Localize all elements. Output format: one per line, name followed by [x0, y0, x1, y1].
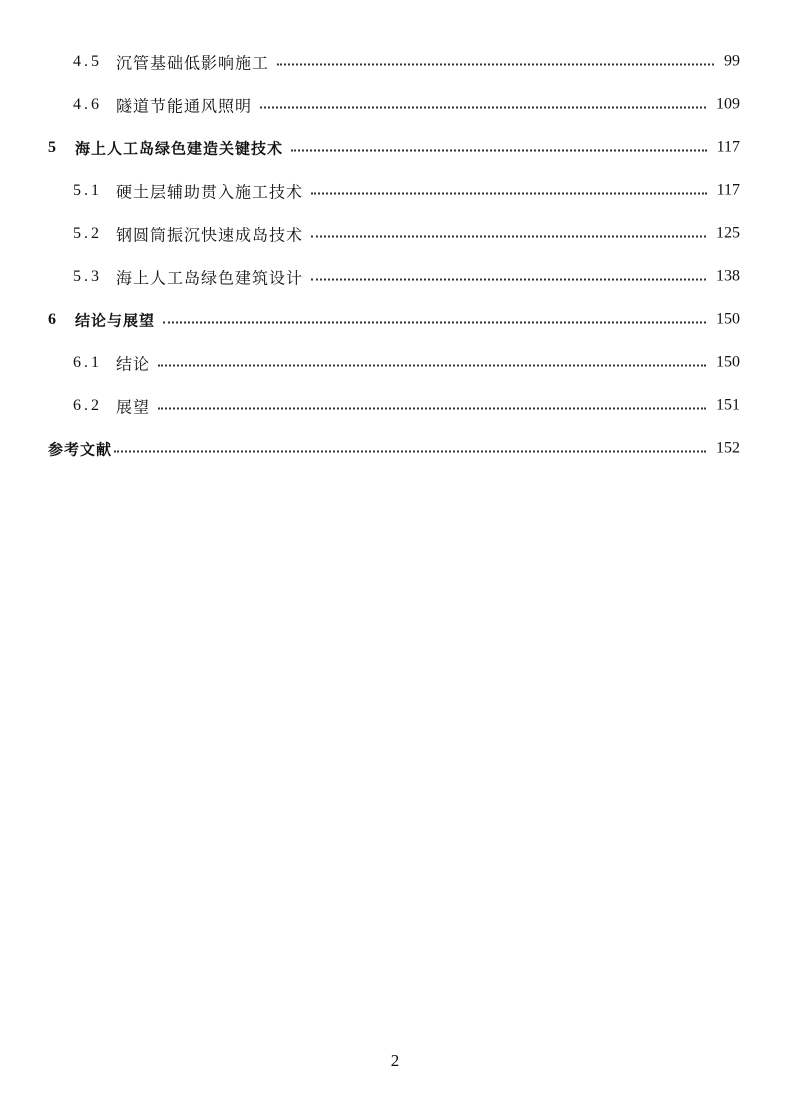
toc-chapter-6[interactable] — [0, 298, 790, 341]
toc-chapter-5[interactable] — [0, 126, 790, 169]
dot-leader — [311, 279, 706, 281]
dot-leader — [114, 451, 706, 453]
toc-references-page: 152 — [716, 439, 740, 457]
dot-leader — [163, 322, 706, 324]
dot-leader — [291, 150, 707, 152]
toc-references-title: 参考文献 — [48, 440, 113, 458]
toc-entry-title: 钢圆筒振沉快速成岛技术 — [116, 225, 304, 244]
toc-entry-page: 99 — [724, 52, 740, 70]
dot-leader — [277, 64, 714, 66]
toc-entry-page: 138 — [716, 267, 740, 285]
toc-entry-title: 海上人工岛绿色建筑设计 — [116, 268, 304, 287]
toc-entry-5-1[interactable] — [0, 169, 790, 212]
toc-chapter-title: 海上人工岛绿色建造关键技术 — [75, 139, 284, 157]
toc-entry-title: 沉管基础低影响施工 — [116, 53, 270, 72]
toc-entry-5-2[interactable] — [0, 212, 790, 255]
toc-chapter-page: 150 — [716, 310, 740, 328]
toc-entry-6-2[interactable] — [0, 384, 790, 427]
toc-chapter-page: 117 — [716, 138, 740, 156]
toc-entry-page: 151 — [716, 396, 740, 414]
toc-entry-number: 4.6 — [73, 95, 102, 113]
toc-entry-page: 117 — [716, 181, 740, 199]
table-of-contents — [0, 40, 790, 470]
toc-entry-page: 125 — [716, 224, 740, 242]
page-number: 2 — [390, 1051, 400, 1070]
toc-entry-6-1[interactable] — [0, 341, 790, 384]
toc-entry-title: 结论 — [116, 354, 151, 373]
toc-entry-number: 5.2 — [73, 224, 102, 242]
toc-entry-title: 展望 — [116, 397, 151, 416]
dot-leader — [158, 365, 706, 367]
toc-entry-page: 150 — [716, 353, 740, 371]
toc-entry-4-6[interactable] — [0, 83, 790, 126]
toc-entry-page: 109 — [716, 95, 740, 113]
toc-entry-number: 5.1 — [73, 181, 102, 199]
dot-leader — [311, 193, 707, 195]
toc-chapter-title: 结论与展望 — [75, 311, 156, 329]
dot-leader — [260, 107, 706, 109]
dot-leader — [311, 236, 706, 238]
toc-entry-title: 硬土层辅助贯入施工技术 — [116, 182, 304, 201]
dot-leader — [158, 408, 706, 410]
toc-entry-number: 4.5 — [73, 52, 102, 70]
toc-chapter-number: 5 — [48, 138, 56, 156]
toc-references[interactable] — [0, 427, 790, 470]
toc-entry-5-3[interactable] — [0, 255, 790, 298]
toc-chapter-number: 6 — [48, 310, 56, 328]
toc-entry-4-5[interactable] — [0, 40, 790, 83]
toc-entry-title: 隧道节能通风照明 — [116, 96, 253, 115]
toc-entry-number: 5.3 — [73, 267, 102, 285]
toc-entry-number: 6.1 — [73, 353, 102, 371]
toc-entry-number: 6.2 — [73, 396, 102, 414]
